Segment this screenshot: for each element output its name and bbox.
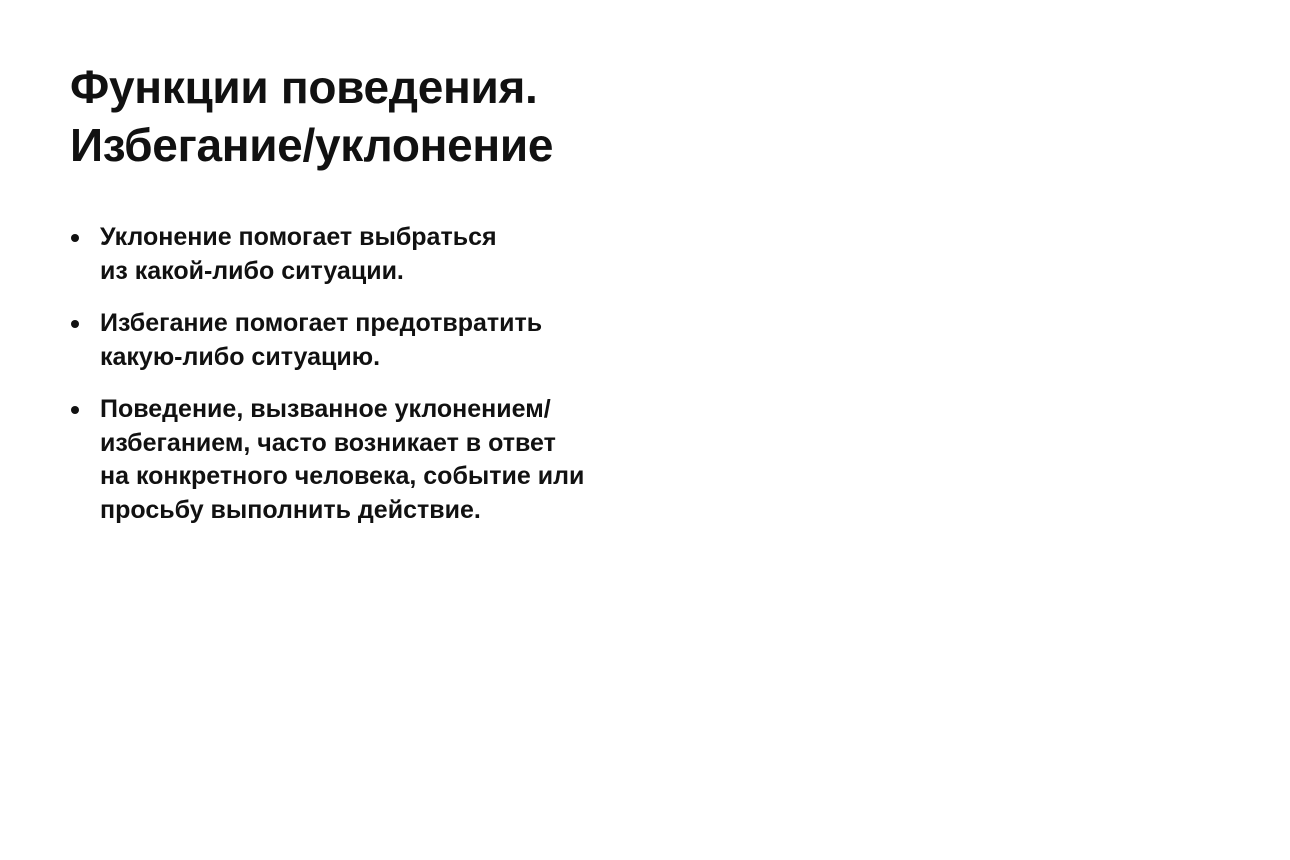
bullet-line: Избегание помогает предотвратить (100, 309, 543, 337)
bullet-text (100, 393, 690, 527)
bullet-dot-icon (71, 234, 79, 242)
bullet-line: на конкретного человека, событие или (100, 462, 585, 490)
bullet-line: из какой-либо ситуации. (100, 256, 404, 285)
bullet-line: Уклонение помогает выбраться (100, 223, 497, 251)
bullet-line: избеганием, часто возникает в ответ (100, 428, 556, 457)
bullet-text (100, 307, 690, 374)
bullet-line: Поведение, вызванное уклонением/ (100, 395, 551, 423)
bullet-dot-icon (71, 320, 79, 328)
slide-title-line-1: Функции поведения. (70, 61, 538, 113)
slide-title (70, 58, 553, 174)
bullet-item-2 (70, 307, 690, 374)
bullet-line: просьбу выполнить действие. (100, 495, 481, 524)
slide-title-line-2: Избегание/уклонение (70, 119, 554, 171)
bullet-item-1 (70, 221, 690, 288)
bullet-dot-icon (71, 406, 79, 414)
bullet-item-3 (70, 393, 690, 527)
bullet-text (100, 221, 690, 288)
bullet-line: какую-либо ситуацию. (100, 342, 381, 371)
bullet-list (70, 221, 690, 546)
